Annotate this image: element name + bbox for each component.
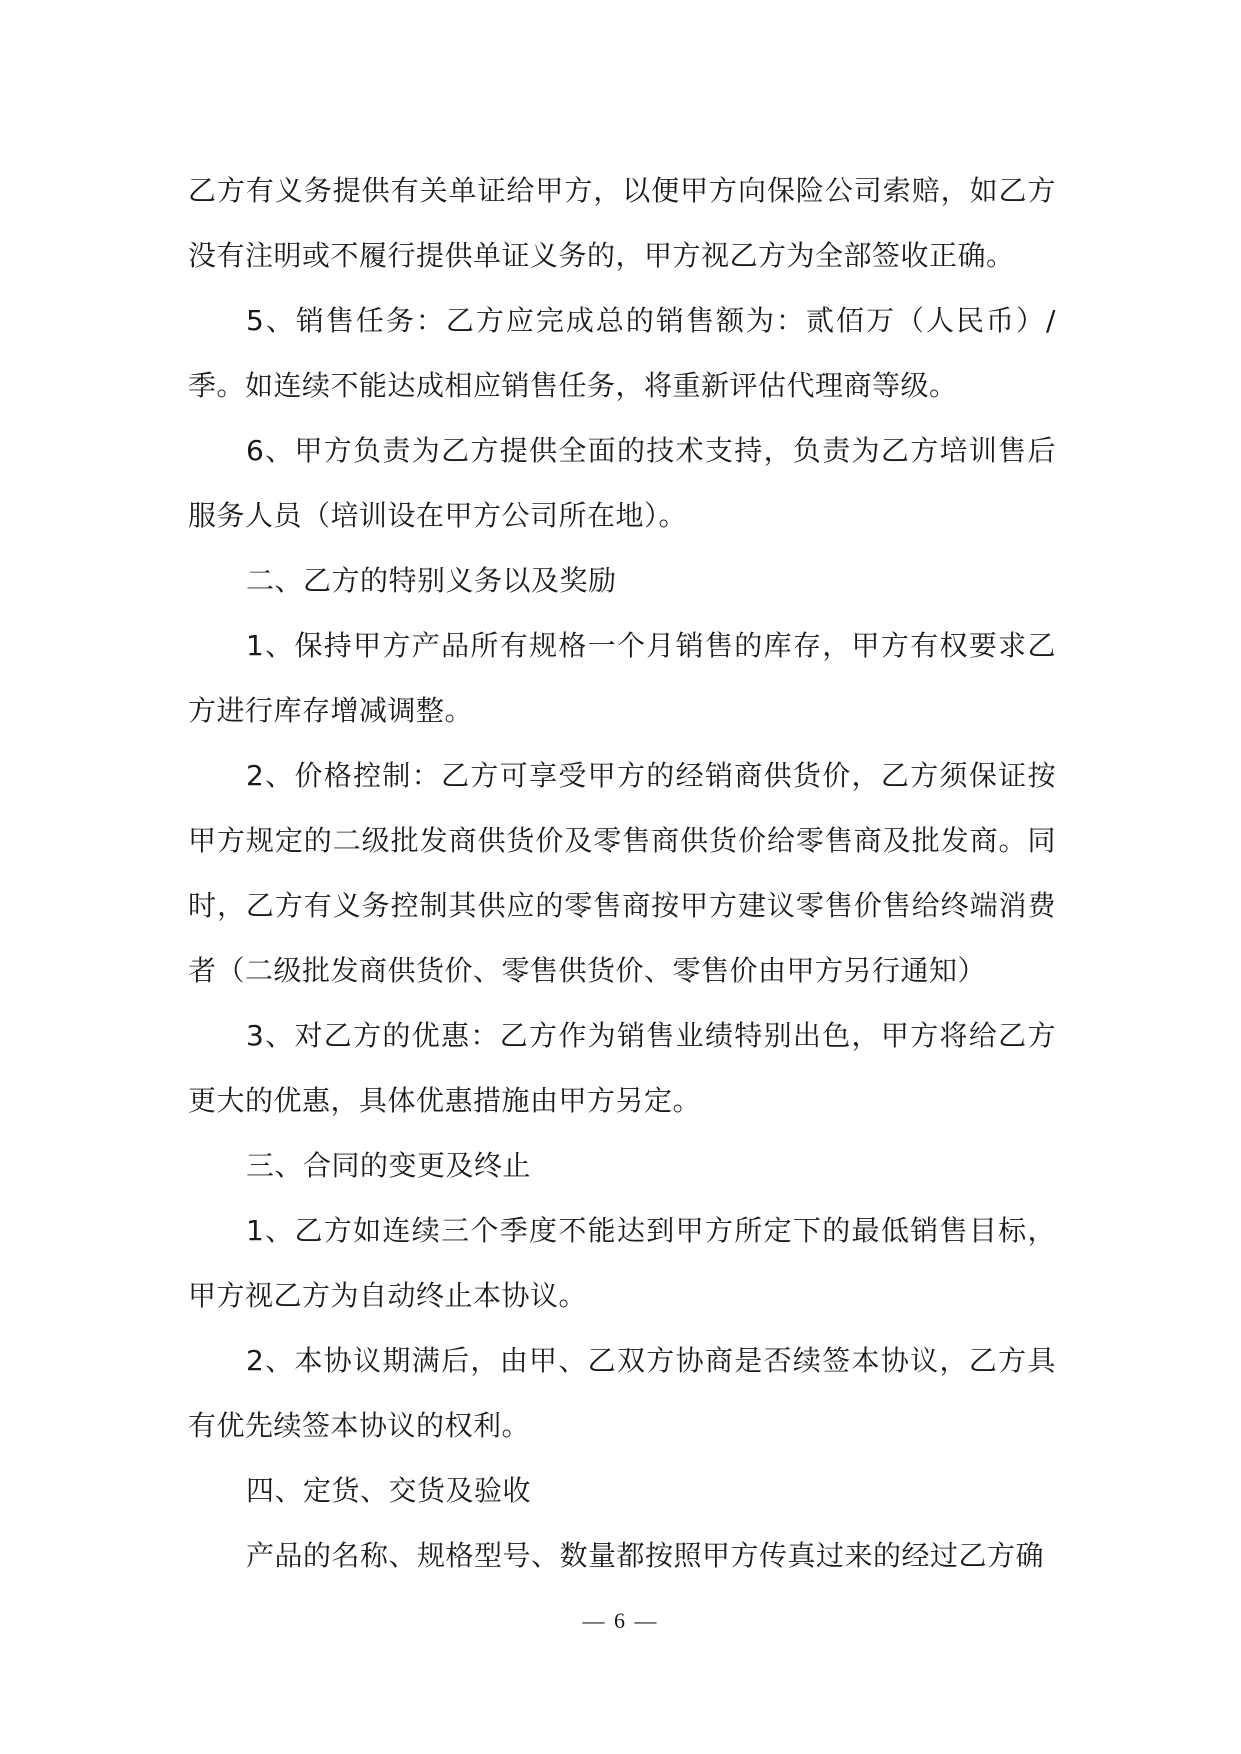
paragraph-renewal: 2、本协议期满后，由甲、乙双方协商是否续签本协议，乙方具有优先续签本协议的权利。 <box>188 1344 1056 1442</box>
paragraph-sales-task: 5、销售任务：乙方应完成总的销售额为：贰佰万（人民币）/季。如连续不能达成相应销售任务，将重新评估代理商等级。 <box>188 304 1056 402</box>
paragraph-continuation: 乙方有义务提供有关单证给甲方，以便甲方向保险公司索赔，如乙方没有注明或不履行提供单证义务的，甲方视乙方为全部签收正确。 <box>188 174 1056 272</box>
section-heading-ordering-delivery: 四、定货、交货及验收 <box>246 1474 532 1507</box>
paragraph-termination: 1、乙方如连续三个季度不能达到甲方所定下的最低销售目标，甲方视乙方为自动终止本协议。 <box>188 1214 1056 1312</box>
paragraph-price-control: 2、价格控制：乙方可享受甲方的经销商供货价，乙方须保证按甲方规定的二级批发商供货价及零售商供货价给零售商及批发商。同时，乙方有义务控制其供应的零售商按甲方建议零售价售给终端消费者（二级批发商供货价、零售供货价、零售价由甲方另行通知） <box>188 759 1056 987</box>
paragraph-technical-support: 6、甲方负责为乙方提供全面的技术支持，负责为乙方培训售后服务人员（培训设在甲方公司所在地）。 <box>188 434 1056 532</box>
document-body <box>188 158 1056 1588</box>
page-number: — 6 — <box>582 1608 659 1633</box>
section-heading-special-obligations: 二、乙方的特别义务以及奖励 <box>246 564 617 597</box>
paragraph-discount: 3、对乙方的优惠：乙方作为销售业绩特别出色，甲方将给乙方更大的优惠，具体优惠措施由甲方另定。 <box>188 1019 1056 1117</box>
paragraph-inventory: 1、保持甲方产品所有规格一个月销售的库存，甲方有权要求乙方进行库存增减调整。 <box>188 629 1056 727</box>
section-heading-contract-changes: 三、合同的变更及终止 <box>246 1149 532 1182</box>
paragraph-product-specs: 产品的名称、规格型号、数量都按照甲方传真过来的经过乙方确 <box>246 1539 1045 1572</box>
